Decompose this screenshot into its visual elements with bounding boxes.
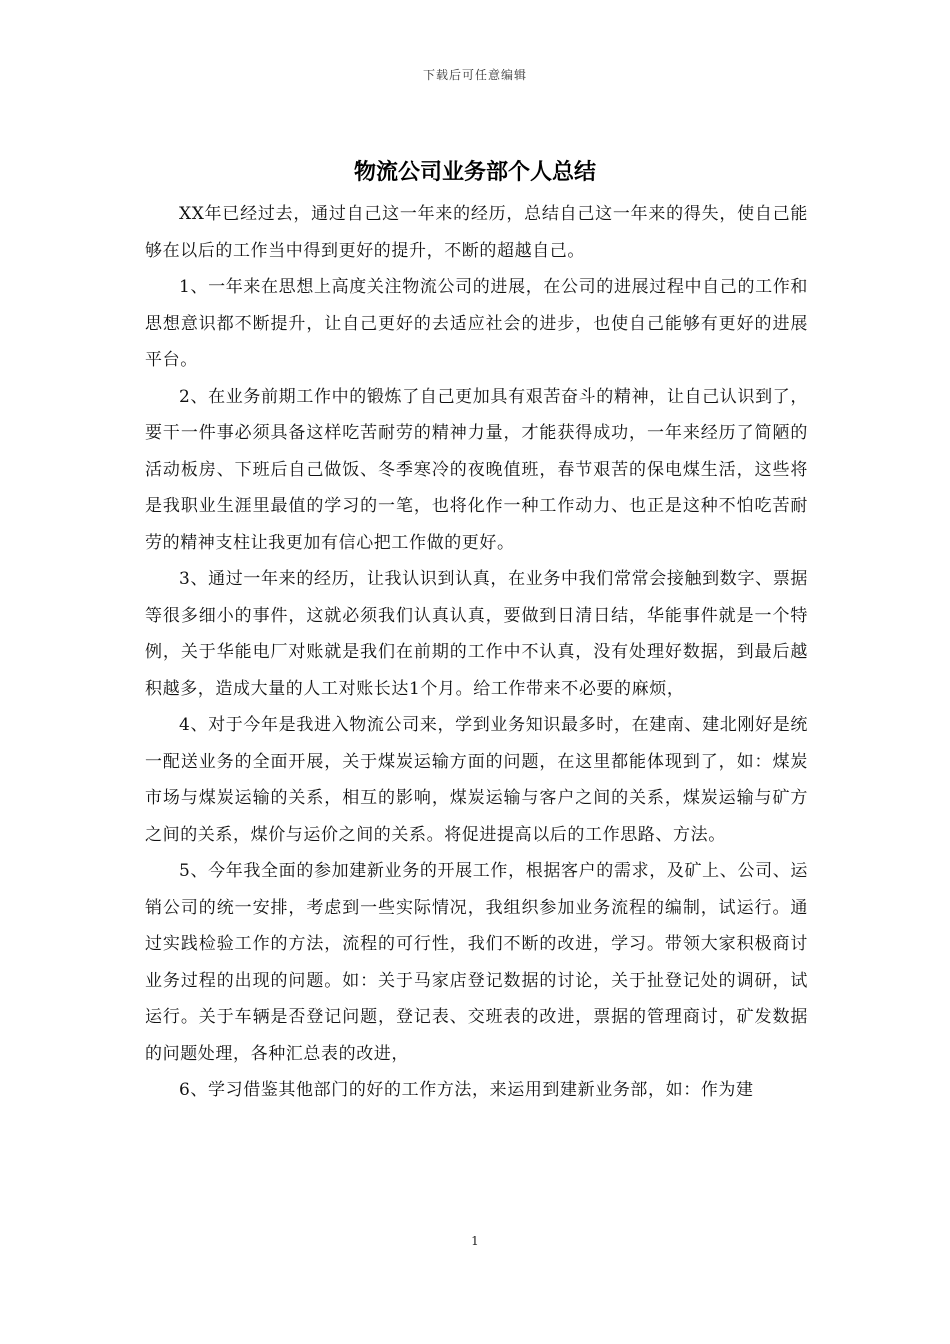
document-title: 物流公司业务部个人总结 [353, 159, 596, 185]
paragraph-4: 4、对于今年是我进入物流公司来，学到业务知识最多时，在建南、建北刚好是统一配送业务的全面开展，关于煤炭运输方面的问题，在这里都能体现到了，如：煤炭市场与煤炭运输的关系，相互的影响，煤炭运输与客户之间的关系，煤炭运输与矿方之间的关系，煤价与运价之间的关系。将促进提高以后的工作思路、方法。 [145, 715, 808, 845]
header-note: 下载后可任意编辑 [422, 68, 527, 82]
page-number: 1 [471, 1234, 479, 1248]
paragraph-5: 5、今年我全面的参加建新业务的开展工作，根据客户的需求，及矿上、公司、运销公司的统一安排，考虑到一些实际情况，我组织参加业务流程的编制，试运行。通过实践检验工作的方法，流程的可行性，我们不断的改进，学习。带领大家积极商讨业务过程的出现的问题。如：关于马家店登记数据的讨论，关于扯登记处的调研，试运行。关于车辆是否登记问题，登记表、交班表的改进，票据的管理商讨，矿发数据的问题处理，各种汇总表的改进， [145, 861, 808, 1064]
paragraph-1: 1、一年来在思想上高度关注物流公司的进展，在公司的进展过程中自己的工作和思想意识都不断提升，让自己更好的去适应社会的进步，也使自己能够有更好的进展平台。 [145, 277, 808, 370]
paragraph-2: 2、在业务前期工作中的锻炼了自己更加具有艰苦奋斗的精神，让自己认识到了，要干一件事必须具备这样吃苦耐劳的精神力量，才能获得成功，一年来经历了简陋的活动板房、下班后自己做饭、冬季寒冷的夜晚值班，春节艰苦的保电煤生活，这些将是我职业生涯里最值的学习的一笔，也将化作一种工作动力、也正是这种不怕吃苦耐劳的精神支柱让我更加有信心把工作做的更好。 [145, 386, 808, 553]
paragraph-intro: XX年已经过去，通过自己这一年来的经历，总结自己这一年来的得失，使自己能够在以后的工作当中得到更好的提升，不断的超越自己。 [145, 204, 808, 261]
paragraph-3: 3、通过一年来的经历，让我认识到认真，在业务中我们常常会接触到数字、票据等很多细小的事件，这就必须我们认真认真，要做到日清日结，华能事件就是一个特例，关于华能电厂对账就是我们在前期的工作中不认真，没有处理好数据，到最后越积越多，造成大量的人工对账长达1个月。给工作带来不必要的麻烦， [145, 569, 808, 699]
document-body [145, 196, 808, 1109]
paragraph-6: 6、学习借鉴其他部门的好的工作方法，来运用到建新业务部，如：作为建 [179, 1080, 754, 1100]
